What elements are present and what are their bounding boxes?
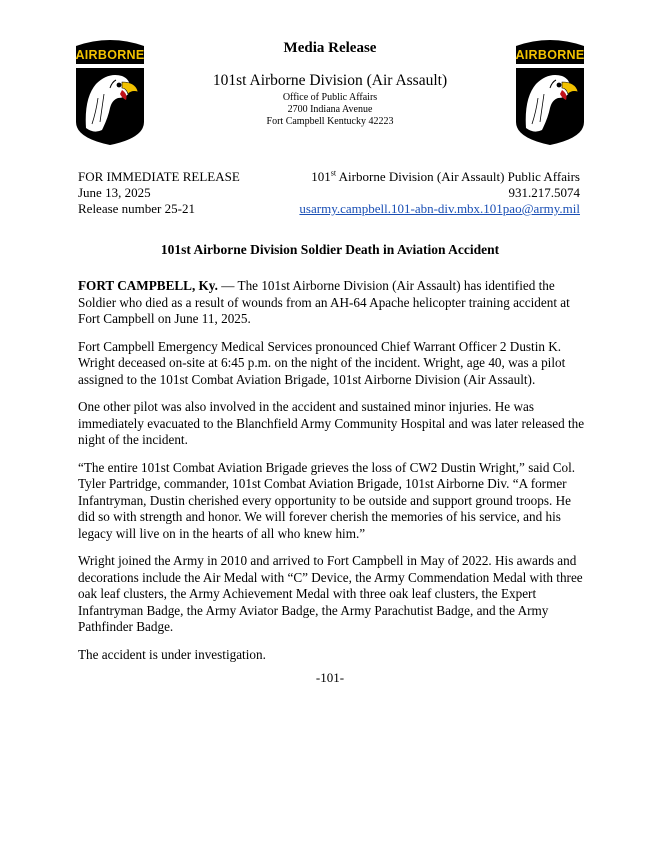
airborne-eagle-logo-left xyxy=(72,38,148,146)
paragraph-3: One other pilot was also involved in the accident and sustained minor injuries. He was immediately evacuated to the Blanchfield Army Community Hospital and was later released the night of the incident. xyxy=(78,399,585,447)
city-address: Fort Campbell Kentucky 42223 xyxy=(266,116,394,127)
contact-org-number: 101 xyxy=(311,169,331,184)
release-body xyxy=(78,278,590,674)
contact-info xyxy=(299,169,580,217)
paragraph-4: “The entire 101st Combat Aviation Brigade grieves the loss of CW2 Dustin Wright,” said Col. Tyler Partridge, commander, 101st Combat Aviation Brigade, 101st Airborne Div. “A former Infantryman, Dustin cherished every opportunity to be outside and support ground troops. He did so with strength and honor. We will forever cherish the memories of his service, and his legacy will live on in the hearts of all who knew him.” xyxy=(78,459,576,541)
paragraph-6: The accident is under investigation. xyxy=(78,646,266,662)
contact-phone: 931.217.5074 xyxy=(508,185,580,200)
dateline: FORT CAMPBELL, Ky. xyxy=(78,278,218,293)
media-release-title: Media Release xyxy=(283,40,377,56)
paragraph-1 xyxy=(78,278,590,328)
street-address: 2700 Indiana Avenue xyxy=(287,104,373,115)
airborne-tab-text: AIRBORNE xyxy=(75,48,145,62)
page-number: -101- xyxy=(315,670,345,685)
paragraph-5: Wright joined the Army in 2010 and arrived to Fort Campbell in May of 2022. His awards and decorations include the Air Medal with “C” Device, the Army Commendation Medal with three oak leaf clusters, the Army Achievement Medal with three oak leaf clusters, the Expert Infantryman Badge, the Army Aviator Badge, the Army Parachutist Badge, and the Army Pathfinder Badge. xyxy=(78,553,583,634)
release-info xyxy=(78,169,240,217)
release-type: FOR IMMEDIATE RELEASE xyxy=(78,169,240,184)
contact-org-rest: Airborne Division (Air Assault) Public Affairs xyxy=(336,169,580,184)
release-date: June 13, 2025 xyxy=(78,185,151,200)
contact-email-link[interactable]: usarmy.campbell.101-abn-div.mbx.101pao@army.mil xyxy=(299,201,580,216)
airborne-eagle-logo-right xyxy=(512,38,588,146)
paragraph-2: Fort Campbell Emergency Medical Services pronounced Chief Warrant Officer 2 Dustin K. Wright deceased on-site at 6:45 p.m. on the night of the incident. Wright, age 40, was a pilot assigned to the 101st Combat Aviation Brigade, 101st Airborne Division (Air Assault). xyxy=(78,338,566,387)
office-name: Office of Public Affairs xyxy=(282,92,378,103)
airborne-tab-text: AIRBORNE xyxy=(515,48,585,62)
headline: 101st Airborne Division Soldier Death in Aviation Accident xyxy=(160,242,500,257)
paragraph-1-text: — The 101st Airborne Division (Air Assault) has identified the Soldier who died as a result of wounds from an AH-64 Apache helicopter training accident at Fort Campbell on June 11, 2025. xyxy=(78,278,570,326)
contact-org-ordinal: st xyxy=(330,168,337,178)
division-name: 101st Airborne Division (Air Assault) xyxy=(212,72,448,89)
contact-organization xyxy=(299,169,580,185)
release-number: Release number 25-21 xyxy=(78,201,195,216)
